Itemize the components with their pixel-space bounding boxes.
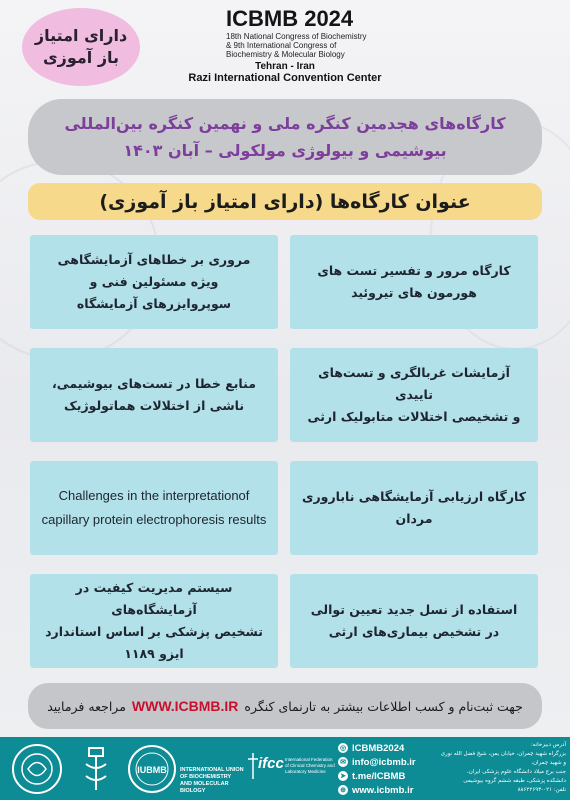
registration-text: جهت ثبت‌نام و کسب اطلاعات بیشتر به تارنمای کنگره bbox=[244, 698, 523, 714]
contact-website[interactable] bbox=[338, 783, 433, 797]
banner-line: بیوشیمی و بیولوژی مولکولی – آبان ۱۴۰۳ bbox=[123, 141, 447, 160]
address-line: آدرس دبیرخانه: bbox=[530, 742, 566, 748]
university-logo bbox=[74, 742, 118, 796]
workshop-card bbox=[290, 235, 538, 329]
workshops-banner bbox=[28, 99, 542, 175]
badge-line: دارای امتیاز bbox=[34, 26, 128, 45]
workshop-line: capillary protein electrophoresis results bbox=[41, 512, 267, 527]
registration-notice bbox=[28, 683, 542, 729]
instagram-icon: ◎ bbox=[339, 744, 347, 752]
congress-venue: Razi International Convention Center bbox=[188, 72, 382, 84]
workshop-card bbox=[30, 348, 278, 442]
footer bbox=[0, 737, 570, 800]
workshop-line: منابع خطا در تست‌های بیوشیمی، bbox=[52, 376, 256, 391]
workshop-card bbox=[290, 574, 538, 668]
workshop-line: هورمون های تیروئید bbox=[351, 285, 477, 300]
workshop-line: تشخیص پزشکی بر اساس استاندارد ایزو ۱۱۸۹ bbox=[45, 624, 263, 661]
banner-line: کارگاه‌های هجدمین کنگره ملی و نهمین کنگره بین‌المللی bbox=[64, 114, 506, 133]
registration-text: مراجعه فرمایید bbox=[47, 698, 126, 714]
address-line: بزرگراه شهید چمران، خیابان یمن، شیخ فضل الله نوری و شهید چمران، bbox=[440, 751, 566, 766]
contact-telegram[interactable] bbox=[338, 769, 433, 783]
workshop-line: سیستم مدیریت کیفیت در آزمایشگاه‌های bbox=[75, 580, 233, 617]
workshop-line: کارگاه مرور و تفسیر تست های bbox=[317, 263, 511, 278]
svg-text:IUBMB: IUBMB bbox=[137, 765, 167, 775]
workshop-line: در تشخیص بیماری‌های ارثی bbox=[328, 624, 500, 639]
section-title: عنوان کارگاه‌ها (دارای امتیاز باز آموزی) bbox=[28, 183, 542, 220]
congress-subtitle-line: 18th National Congress of Biochemistry bbox=[226, 32, 367, 41]
contact-text: ICBMB2024 bbox=[352, 742, 405, 754]
workshop-card bbox=[290, 348, 538, 442]
contact-text: info@icbmb.ir bbox=[352, 756, 416, 768]
address-line: دانشکده پزشکی، طبقه ششم گروه بیوشیمی bbox=[463, 778, 566, 784]
congress-location: Tehran - Iran bbox=[255, 61, 315, 72]
congress-title: ICBMB 2024 bbox=[226, 6, 354, 31]
telegram-icon: ➤ bbox=[338, 771, 348, 781]
contact-email[interactable] bbox=[338, 755, 433, 769]
contact-instagram[interactable] bbox=[338, 741, 433, 755]
cme-credit-badge bbox=[22, 8, 140, 86]
iubmb-logo bbox=[126, 742, 178, 796]
workshop-line: ناشی از اختلالات هماتولوژیک bbox=[63, 398, 245, 413]
ifcc-logo: ifcc bbox=[258, 755, 284, 772]
contact-text: www.icbmb.ir bbox=[352, 784, 414, 796]
congress-subtitle-line: & 9th International Congress of bbox=[226, 41, 337, 50]
workshop-card bbox=[30, 235, 278, 329]
ifcc-logo-mark bbox=[248, 753, 258, 779]
workshop-line: کارگاه ارزیابی آزمایشگاهی ناباروری مردان bbox=[302, 489, 526, 526]
website-link[interactable]: WWW.ICBMB.IR bbox=[131, 698, 239, 714]
workshop-line: استفاده از نسل جدید تعیین توالی bbox=[310, 602, 518, 617]
web-icon: ⊕ bbox=[338, 785, 348, 795]
workshop-line: آزمایشات غربالگری و تست‌های تاییدی bbox=[318, 365, 510, 402]
badge-line: باز آموزی bbox=[42, 48, 120, 67]
iubmb-name: INTERNATIONAL UNION OF BIOCHEMISTRY AND MOLECULAR BIOLOGY bbox=[180, 767, 244, 794]
email-icon: ✉ bbox=[338, 757, 348, 767]
workshop-line: ویژه مسئولین فنی و bbox=[89, 274, 219, 289]
workshop-card bbox=[290, 461, 538, 555]
secretariat-address bbox=[438, 741, 566, 795]
workshop-line: سوپروایزرهای آزمایشگاه bbox=[76, 296, 232, 311]
society-logo bbox=[10, 742, 64, 796]
address-line: تلفن: ۰۲۱-۸۸۶۲۲۶۹۳ bbox=[517, 787, 566, 793]
congress-header bbox=[180, 6, 390, 84]
contact-text: t.me/ICBMB bbox=[352, 770, 406, 782]
workshop-card bbox=[30, 461, 278, 555]
address-line: جنب برج میلاد دانشگاه علوم پزشکی ایران، bbox=[467, 769, 566, 775]
ifcc-name: International Federation of Clinical Chemistry and Laboratory Medicine bbox=[285, 757, 335, 774]
contact-list bbox=[338, 741, 433, 797]
workshop-card bbox=[30, 574, 278, 668]
workshop-line: Challenges in the interpretationof bbox=[58, 488, 250, 503]
workshop-line: و تشخیصی اختلالات متابولیک ارثی bbox=[307, 409, 521, 424]
congress-subtitle-line: Biochemistry & Molecular Biology bbox=[226, 50, 345, 59]
workshop-line: مروری بر خطاهای آزمایشگاهی bbox=[57, 252, 251, 267]
